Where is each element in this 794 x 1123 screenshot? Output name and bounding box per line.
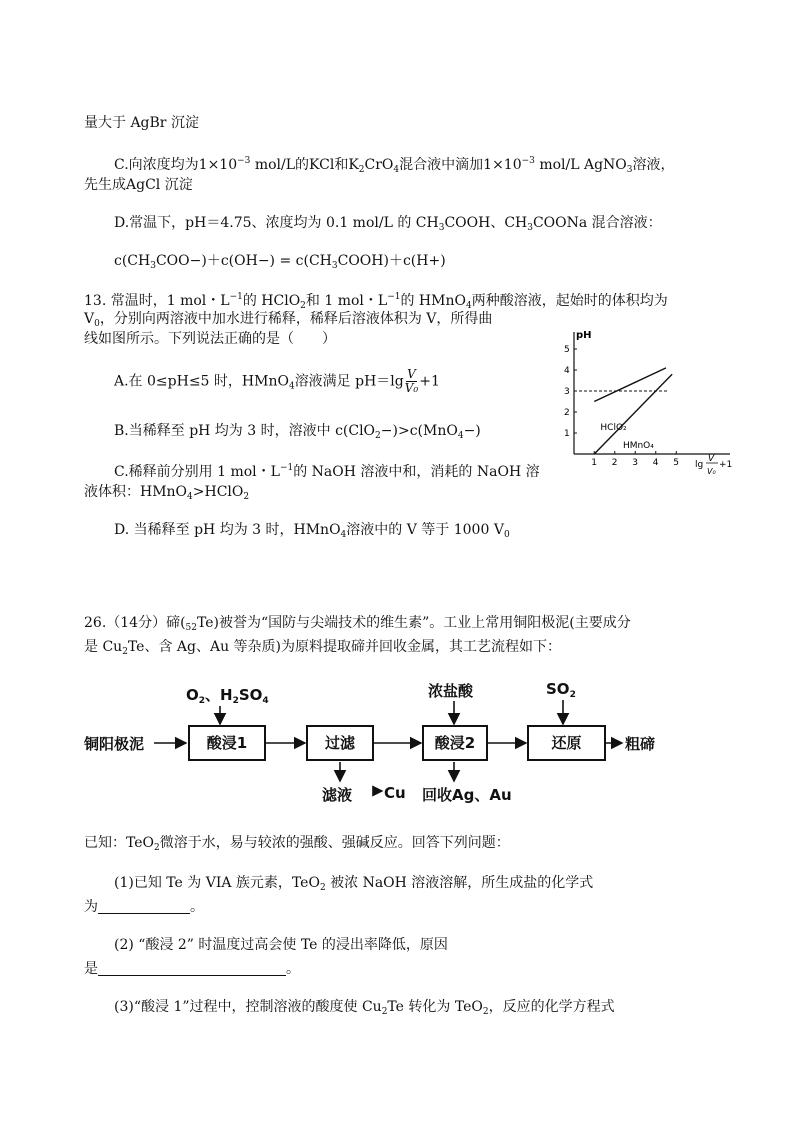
series-label-hclo2: HClO₂ [600, 422, 627, 433]
q26-sub1-line2: 为 。 [84, 899, 204, 915]
svg-text:V₀: V₀ [707, 467, 716, 476]
q13-option-a: A.在 0≤pH≤5 时，HMnO$_4$溶液满足 pH＝lg $\frac{V}{\text{V₀}}$ +1 [114, 367, 440, 395]
flow-recover-ag-au: 回收Ag、Au [422, 786, 512, 804]
x-tick-label: 3 [632, 458, 638, 468]
q26-sub2-line1: (2) “酸浸 2” 时温度过高会使 Te 的浸出率降低，原因 [114, 937, 448, 953]
series-line-hclo2 [594, 368, 666, 402]
flow-reagent-o2-h2so4: $O_2$、$H_2SO_4$ [186, 686, 269, 706]
chart-axes [574, 332, 730, 454]
ph-dilution-chart [558, 322, 738, 484]
answer-blank-1[interactable] [98, 898, 190, 914]
process-flowchart [84, 678, 704, 808]
flow-box-acid-leach-1: 酸浸1 [188, 725, 266, 761]
flow-product-crude-te: 粗碲 [625, 735, 656, 753]
q13-stem-line2: $V_0$，分别向两溶液中加水进行稀释，稀释后溶液体积为 V，所得曲 [84, 311, 493, 329]
q13-option-d: D. 当稀释至 pH 均为 3 时，HMnO$_4$溶液中的 V 等于 1000 $V_0$ [114, 522, 510, 540]
q12-option-d: D.常温下，pH＝4.75、浓度均为 0.1 mol/L 的 $CH_3COOH$、$CH_3COONa$ 混合溶液： [114, 215, 662, 233]
q12-option-c: C.向浓度均为$1\times 10^{-3}$ mol/L的KCl和$K_2CrO_4$混合液中滴加$1\times 10^{-3}$ mol/L AgNO$_3$溶液， [114, 156, 675, 175]
y-tick-label: 5 [564, 345, 570, 355]
q13-stem-line3: 线如图所示。下列说法正确的是（ ） [84, 331, 336, 347]
x-axis-label [695, 454, 732, 476]
q13-option-b: B.当稀释至 pH 均为 3 时，溶液中 c(ClO$_2$−)>c(MnO$_4$−) [114, 423, 481, 441]
q26-sub2-line2: 是 。 [84, 961, 300, 977]
x-tick-label: 5 [673, 458, 679, 468]
y-tick-label: 3 [564, 387, 570, 397]
q12-line-b-tail: 量大于 AgBr 沉淀 [84, 115, 199, 131]
flow-box-acid-leach-2: 酸浸2 [422, 725, 488, 761]
q26-sub1-line1: (1)已知 Te 为 VIA 族元素，TeO$_2$ 被浓 NaOH 溶液溶解，所生成盐的化学式 [114, 875, 594, 893]
series-label-hmno4: HMnO₄ [622, 440, 654, 451]
fraction-v-over-v0: $\frac{V}{\text{V₀}}$ [404, 367, 419, 395]
q13-option-c-line2: 液体积：HMnO$_4$>HClO$_2$ [84, 484, 250, 502]
x-tick-label: 4 [652, 458, 659, 468]
y-tick-label: 4 [564, 366, 570, 376]
q12-option-c-line2: 先生成AgCl 沉淀 [84, 177, 193, 193]
flow-start-anode-slime: 铜阳极泥 [84, 735, 145, 753]
q13-stem-line1: 13. 常温时，1 mol・$L^{-1}$的 HClO$_2$和 1 mol・$L^{-1}$的 HMnO$_4$两种酸溶液，起始时的体积均为 [84, 292, 668, 311]
x-tick-label: 1 [591, 458, 597, 468]
flow-filtrate-cu: Cu [384, 784, 406, 802]
flow-reagent-so2: $SO_2$ [546, 680, 576, 700]
flow-box-reduction: 还原 [527, 725, 606, 761]
flow-box-filter: 过滤 [306, 725, 374, 761]
q13-option-c: C.稀释前分别用 1 mol・$L^{-1}$的 NaOH 溶液中和，消耗的 NaOH 溶 [114, 463, 540, 480]
answer-blank-2[interactable] [98, 960, 286, 976]
q26-known: 已知：TeO$_2$微溶于水，易与较浓的强酸、强碱反应。回答下列问题： [84, 835, 510, 853]
q26-stem-line2: 是 $Cu_2Te$、含 Ag、Au 等杂质)为原料提取碲并回收金属，其工艺流程如下： [84, 639, 562, 657]
svg-text:+1: +1 [719, 460, 733, 470]
svg-text:V: V [708, 454, 715, 464]
y-tick-label: 1 [564, 429, 570, 439]
q26-sub3-line1: (3)“酸浸 1”过程中，控制溶液的酸度使 $Cu_2Te$ 转化为 TeO$_2$，反应的化学方程式 [114, 999, 615, 1017]
chart-ticks [564, 345, 679, 468]
flow-filtrate: 滤液 [322, 786, 353, 804]
svg-text:lg: lg [695, 460, 704, 470]
x-tick-label: 2 [611, 458, 618, 468]
y-axis-label: pH [576, 330, 592, 341]
y-tick-label: 2 [564, 408, 570, 418]
q26-stem-line1: 26.（14分）碲$(_{52}Te)$被誉为“国防与尖端技术的维生素”。工业上常用铜阳极泥(主要成分 [84, 615, 631, 633]
q12-option-d-equation: $c(CH_3COO-)+c(OH-)$ = $c(CH_3COOH)+c(H+)$ [114, 253, 446, 271]
flow-reagent-conc-hcl: 浓盐酸 [428, 682, 474, 700]
